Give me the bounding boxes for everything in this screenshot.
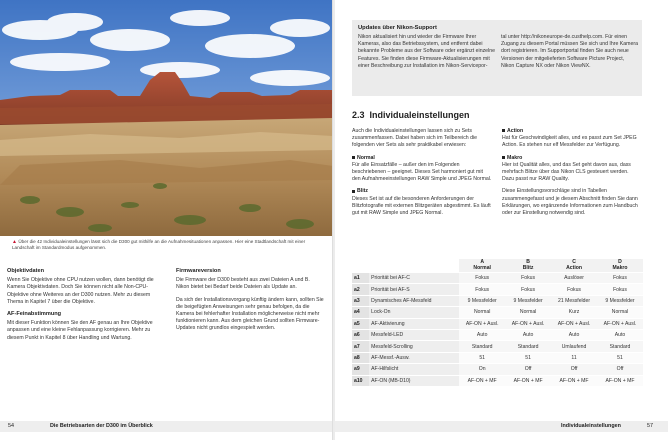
setting-value: Standard [459, 341, 505, 352]
table-row [352, 295, 643, 306]
paragraph-firmware-2: Da sich der Installationsvorgang künftig ändern kann, sollten Sie die beigefügten Anweisungen sehr genau befolgen, da die Kamera bei fehlerhafter Installation möglicherweise nicht mehr funktionieren kann. Aus dem gleichen Grund sollten Firmware-Updates nicht grundlos eingespielt werden. [176, 296, 324, 332]
nikon-support-box [352, 20, 642, 96]
list-item-blitz: Blitz [352, 188, 492, 195]
left-column-1 [7, 268, 155, 347]
setting-id: a1 [352, 273, 369, 284]
sidebox-right-text: tal unter http://nikoneurope-de.custhelp.com. Für einen Zugang zu diesem Portal müssen Sie sich und Ihre Kamera dort registrieren. Im Supportportal finden Sie auch neue Versionen der mitgelieferten Software Picture Project, Nikon Capture NX oder Nikon ViewNX. [501, 34, 638, 69]
setting-value: Off [505, 364, 551, 375]
paragraph-af-feinabstimmung: Mit dieser Funktion können Sie den AF genau an Ihre Objektive anpassen und eine kleine Fehlanpassung korrigieren. Mehr zu diesem Punkt in Kapitel 8 über Handling und Wartung. [7, 320, 153, 341]
right-column-b [502, 128, 642, 222]
list-item-makro: Makro [502, 155, 642, 162]
table-row [352, 318, 643, 329]
setting-name: Priorität bei AF-C [369, 273, 459, 284]
list-text-action: Hat für Geschwindigkeit alles, und es passt zum Set JPEG Action. Es stehen nur elf Messfelder zur Verfügung. [502, 135, 637, 149]
setting-value: Fokus [505, 273, 551, 284]
setting-value: 21 Messfelder [551, 295, 597, 306]
setting-value: Standard [597, 341, 643, 352]
setting-value: AF-ON + Ausl. [597, 318, 643, 329]
setting-name: Messfeld-LED [369, 329, 459, 340]
setting-value: AF-ON + MF [597, 375, 643, 386]
setting-id: a5 [352, 318, 369, 329]
setting-value: 51 [597, 352, 643, 363]
list-text-blitz: Dieses Set ist auf die besonderen Anforderungen der Blitzfotografie mit externen Blitzgeräten abgestimmt. Es läuft gut mit RAW Simple und JPEG Normal. [352, 195, 491, 217]
section-title: Individualeinstellungen [369, 110, 470, 120]
table-row [352, 284, 643, 295]
heading-objektivdaten: Objektivdaten [7, 268, 44, 274]
setting-value: Off [551, 364, 597, 375]
settings-table [352, 259, 643, 387]
landscape-photo [0, 0, 333, 236]
caption-text: Über die 42 Individualeinstellungen lässt sich die D300 gut mithilfe an die Aufnahmesituationen anpassen. Hier eine Stadtlandschaft mit einer Landschaft im Standardmodus aufgenommen. [12, 239, 306, 250]
caption-marker-icon: ▲ [12, 239, 19, 245]
setting-value: Normal [597, 307, 643, 318]
outro-paragraph: Diese Einstellungsvorschläge sind in Tabellen zusammengefasst und je diesem Abschnitt finden Sie dann Erklärungen, wo ergänzende Informationen zum Handbuch oder zur Einstellung notwendig sind. [502, 188, 638, 217]
setting-value: 9 Messfelder [459, 295, 505, 306]
table-row [352, 273, 643, 284]
setting-name: Lock-On [369, 307, 459, 318]
setting-name: AF-Aktivierung [369, 318, 459, 329]
list-item-normal: Normal [352, 155, 492, 162]
setting-id: a4 [352, 307, 369, 318]
list-text-normal: Für alle Einsatzfälle – außer den im Folgenden beschriebenen – geeignet. Dieses Set harmoniert gut mit den Aufnahmeeinstellungen RAW Simple und JPEG Normal. [352, 161, 492, 183]
setting-value: 9 Messfelder [597, 295, 643, 306]
bullet-icon [352, 156, 355, 159]
setting-value: Kurz [551, 307, 597, 318]
bullet-icon [502, 156, 505, 159]
setting-value: Fokus [597, 284, 643, 295]
setting-value: On [459, 364, 505, 375]
setting-name: Messfeld-Scrolling [369, 341, 459, 352]
setting-value: Auto [551, 329, 597, 340]
intro-paragraph: Auch die Individualeinstellungen lassen sich zu Sets zusammenfassen. Dabei haben sich im Teilbereich die folgenden vier Sets als sehr praktikabel erwiesen: [352, 128, 478, 149]
table-row [352, 352, 643, 363]
setting-value: Normal [505, 307, 551, 318]
setting-value: Normal [459, 307, 505, 318]
setting-id: a10 [352, 375, 369, 386]
sidebox-left-text: Nikon aktualisiert hin und wieder die Firmware Ihrer Kameras, also das Betriebssystem, und entfernt dabei bekannte Probleme aus der Software oder ergänzt einzelne Features. Sie finden diese Firmware-Aktualisierungen mit einer Beschreibung zur Installation im Nikon-Servicepor- [358, 34, 495, 69]
column-header-b: B Blitz [505, 259, 551, 273]
setting-value: 51 [459, 352, 505, 363]
bullet-icon [502, 129, 505, 132]
table-row [352, 341, 643, 352]
setting-value: 51 [505, 352, 551, 363]
setting-value: Fokus [597, 273, 643, 284]
setting-name: Dynamisches AF-Messfeld [369, 295, 459, 306]
setting-name: AF-Hilfslicht [369, 364, 459, 375]
setting-value: Auto [505, 329, 551, 340]
setting-value: Auto [459, 329, 505, 340]
right-page [335, 0, 668, 440]
setting-id: a2 [352, 284, 369, 295]
setting-value: Auto [597, 329, 643, 340]
bullet-icon [352, 190, 355, 193]
table-row [352, 364, 643, 375]
setting-value: AF-ON + Ausl. [505, 318, 551, 329]
column-header-c: C Action [551, 259, 597, 273]
setting-name: AF-Messf.-Ausw. [369, 352, 459, 363]
column-header-a: A Normal [459, 259, 505, 273]
photo-caption [12, 239, 322, 251]
setting-value: 9 Messfelder [505, 295, 551, 306]
list-item-action: Action [502, 128, 642, 135]
right-running-title: Individualeinstellungen [561, 423, 621, 429]
setting-name: AF-ON (MB-D10) [369, 375, 459, 386]
setting-value: AF-ON + Ausl. [551, 318, 597, 329]
right-column-a [352, 128, 492, 222]
setting-value: 11 [551, 352, 597, 363]
setting-value: Fokus [551, 284, 597, 295]
sidebox-title: Updates über Nikon-Support [358, 25, 437, 31]
left-page-number: 54 [8, 423, 14, 429]
section-heading [352, 110, 470, 120]
paragraph-firmware-1: Die Firmware der D300 besteht aus zwei Dateien A und B. Nikon bietet bei Bedarf beide Dateien als Update an. [176, 277, 310, 291]
setting-value: Fokus [459, 284, 505, 295]
column-header-d: D Makro [597, 259, 643, 273]
left-running-title: Die Betriebsarten der D300 im Überblick [50, 423, 153, 429]
setting-value: Auslöser [551, 273, 597, 284]
table-header-row [352, 259, 643, 273]
setting-name: Priorität bei AF-S [369, 284, 459, 295]
canyon-landscape-image [0, 0, 333, 236]
section-number: 2.3 [352, 110, 365, 120]
table-body [352, 273, 643, 387]
setting-id: a9 [352, 364, 369, 375]
setting-value: Fokus [505, 284, 551, 295]
setting-value: AF-ON + MF [505, 375, 551, 386]
left-column-2 [176, 268, 324, 338]
setting-value: AF-ON + MF [551, 375, 597, 386]
setting-id: a3 [352, 295, 369, 306]
setting-value: AF-ON + Ausl. [459, 318, 505, 329]
left-page [0, 0, 333, 440]
table-row [352, 329, 643, 340]
setting-id: a7 [352, 341, 369, 352]
setting-value: Off [597, 364, 643, 375]
setting-value: AF-ON + MF [459, 375, 505, 386]
table-row [352, 307, 643, 318]
setting-value: Standard [505, 341, 551, 352]
heading-firmwareversion: Firmwareversion [176, 268, 221, 274]
setting-id: a6 [352, 329, 369, 340]
setting-value: Umlaufend [551, 341, 597, 352]
list-text-makro: Hier ist Qualität alles, und das Set geht davon aus, dass mehrfach Blitze über das Nikon CLS gesteuert werden. Dazu passt nur RAW Quality. [502, 161, 631, 183]
setting-value: Fokus [459, 273, 505, 284]
heading-af-feinabstimmung: AF-Feinabstimmung [7, 311, 62, 318]
setting-id: a8 [352, 352, 369, 363]
right-page-number: 57 [647, 423, 653, 429]
table-row [352, 375, 643, 386]
paragraph-objektivdaten: Wenn Sie Objektive ohne CPU nutzen wollen, dann benötigt die Kamera Objektivdaten. Doch Sie können nicht alle Non-CPU-Objektive ohne Weiteres an der D300 nutzen. Mehr zu diesem Thema in Kapitel 7 über die Objektive. [7, 277, 154, 305]
